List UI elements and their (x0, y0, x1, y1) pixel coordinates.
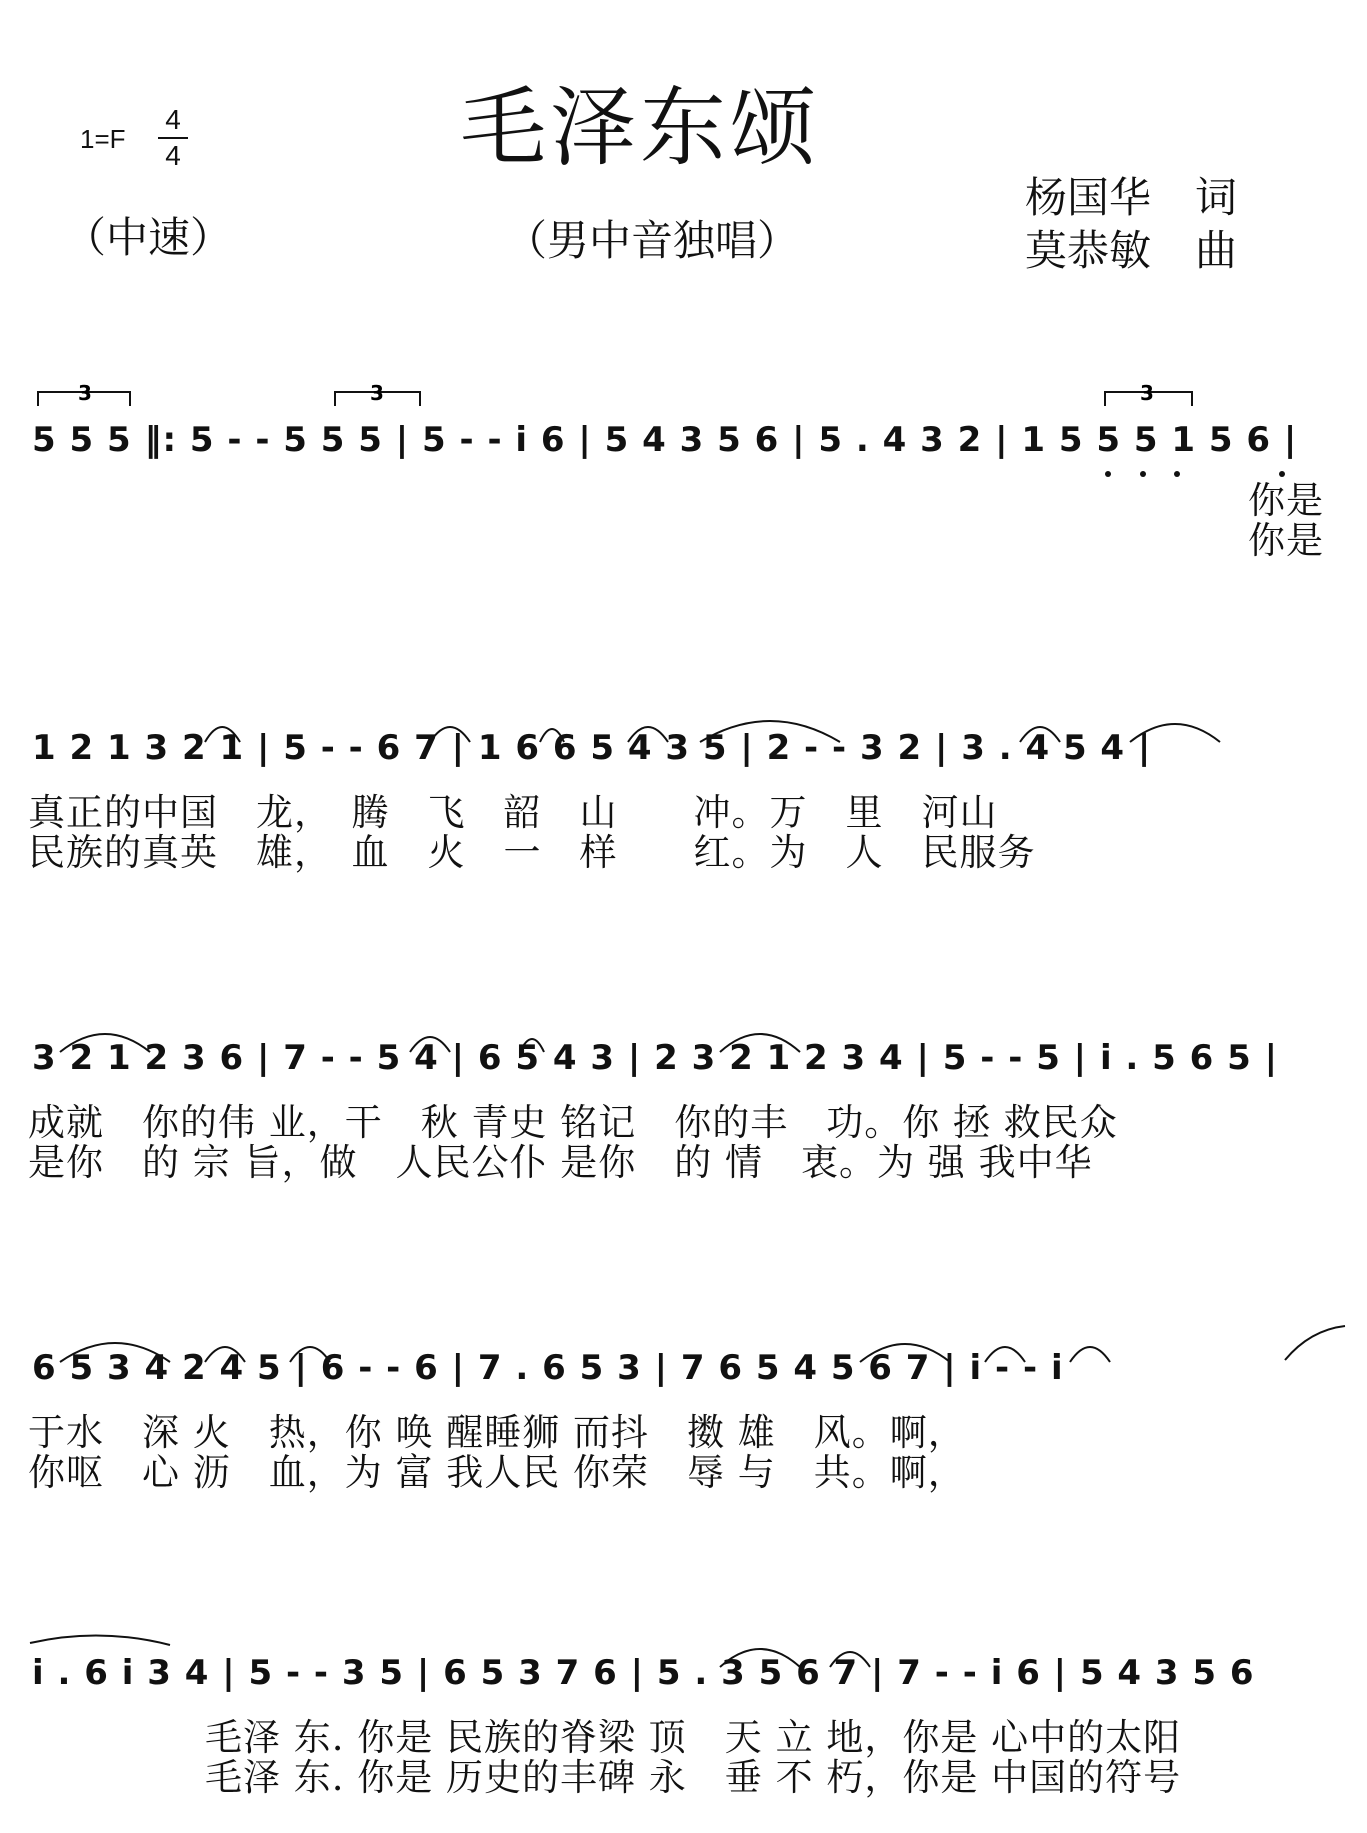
credit-composer (1025, 218, 1237, 278)
lyric-verse-1: 你是 (1248, 479, 1324, 522)
lyric-verse-2: 你呕 心 沥 血，为 富 我人民 你荣 辱 与 共。啊， (28, 1451, 966, 1494)
song-title: 毛泽东颂 (460, 78, 820, 178)
low-octave-dot (1140, 471, 1146, 477)
lyric-verse-2: 你是 (1248, 519, 1324, 562)
slur (1285, 1326, 1345, 1360)
slur (30, 1635, 170, 1645)
time-signature-bar (158, 137, 188, 139)
lyric-verse-1: 毛泽 东. 你是 民族的脊梁 顶 天 立 地，你是 心中的太阳 (205, 1716, 1182, 1759)
notation-line: i . 6 i 3 4 | 5 - - 3 5 | 6 5 3 7 6 | 5 . 3 5 6 7 | 7 - - i 6 | 5 4 3 5 6 (32, 1653, 1255, 1693)
lyricist-role: 词 (1195, 173, 1238, 222)
lyric-verse-1: 于水 深 火 热，你 唤 醒睡狮 而抖 擞 雄 风。啊， (28, 1411, 966, 1454)
lyric-verse-1: 真正的中国 龙， 腾 飞 韶 山 冲。万 里 河山 (28, 791, 998, 834)
notation-line: 5 5 5 ‖: 5 - - 5 5 5 | 5 - - i 6 | 5 4 3 5 6 | 5 . 4 3 2 | 1 5 5 5 1 5 6 | (32, 420, 1298, 460)
composer-role: 曲 (1195, 226, 1238, 275)
time-signature-top: 4 (165, 104, 181, 135)
triplet-number: 3 (78, 381, 92, 405)
key-signature: 1=F (80, 124, 126, 154)
lyric-verse-2: 毛泽 东. 你是 历史的丰碑 永 垂 不 朽，你是 中国的符号 (205, 1756, 1182, 1799)
tempo-marking: （中速） (64, 213, 233, 262)
slur (1070, 1347, 1110, 1362)
lyricist-name: 杨国华 (1025, 173, 1152, 222)
lyric-verse-1: 成就 你的伟 业，干 秋 青史 铭记 你的丰 功。你 拯 救民众 (28, 1101, 1118, 1144)
lyric-verse-2: 民族的真英 雄， 血 火 一 样 红。为 人 民服务 (28, 831, 1036, 874)
low-octave-dot (1174, 471, 1180, 477)
credit-lyricist (1025, 165, 1237, 225)
low-octave-dot (1105, 471, 1111, 477)
composer-name: 莫恭敏 (1025, 226, 1152, 275)
voice-type: （男中音独唱） (505, 216, 800, 265)
triplet-number: 3 (370, 381, 384, 405)
notation-line: 6 5 3 4 2 4 5 | 6 - - 6 | 7 . 6 5 3 | 7 6 5 4 5 6 7 | i - - i (32, 1348, 1064, 1388)
notation-line: 1 2 1 3 2 1 | 5 - - 6 7 | 1 6 6 5 4 3 5 | 2 - - 3 2 | 3 . 4 5 4 | (32, 728, 1152, 768)
lyric-verse-2: 是你 的 宗 旨，做 人民公仆 是你 的 情 衷。为 强 我中华 (28, 1141, 1093, 1184)
time-signature (158, 104, 188, 172)
triplet-number: 3 (1140, 381, 1154, 405)
notation-line: 3 2 1 2 3 6 | 7 - - 5 4 | 6 5 4 3 | 2 3 2 1 2 3 4 | 5 - - 5 | i . 5 6 5 | (32, 1038, 1279, 1078)
time-signature-bottom: 4 (165, 140, 181, 171)
